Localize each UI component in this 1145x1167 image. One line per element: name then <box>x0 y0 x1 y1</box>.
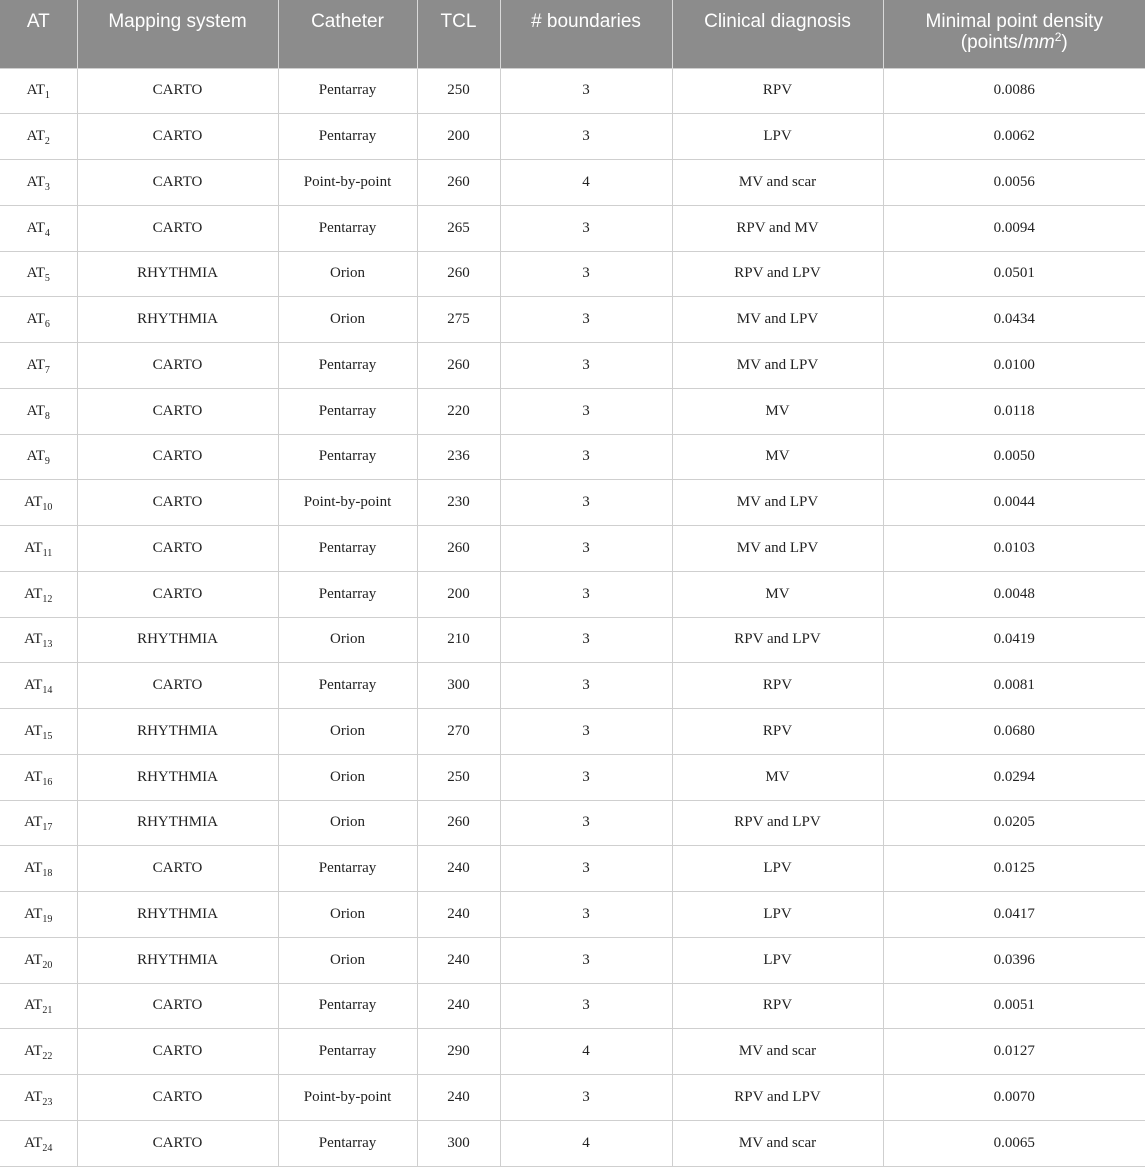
cell-tcl: 250 <box>417 754 500 800</box>
cell-catheter: Orion <box>278 617 417 663</box>
cell-catheter: Orion <box>278 800 417 846</box>
cell-at-index: 6 <box>44 319 50 331</box>
cell-mapping-system: CARTO <box>77 205 278 251</box>
cell-point-density: 0.0417 <box>883 892 1145 938</box>
cell-at <box>0 1029 77 1075</box>
cell-mapping-system: CARTO <box>77 571 278 617</box>
cell-boundaries: 3 <box>500 800 672 846</box>
table-row <box>0 251 1145 297</box>
cell-clinical-diagnosis: MV and scar <box>672 160 883 206</box>
header-catheter: Catheter <box>278 0 417 68</box>
cell-tcl: 240 <box>417 846 500 892</box>
table-row <box>0 160 1145 206</box>
cell-mapping-system: RHYTHMIA <box>77 937 278 983</box>
cell-catheter: Orion <box>278 754 417 800</box>
cell-at-label: AT <box>24 860 43 877</box>
cell-at <box>0 983 77 1029</box>
cell-at-label: AT <box>24 951 43 968</box>
cell-clinical-diagnosis: RPV <box>672 663 883 709</box>
cell-clinical-diagnosis: RPV and LPV <box>672 1075 883 1121</box>
cell-clinical-diagnosis: RPV and LPV <box>672 251 883 297</box>
cell-mapping-system: CARTO <box>77 68 278 114</box>
cell-at-index: 20 <box>42 959 53 971</box>
cell-at <box>0 205 77 251</box>
cell-at <box>0 937 77 983</box>
table-row <box>0 434 1145 480</box>
cell-at-index: 23 <box>42 1096 53 1108</box>
cell-point-density: 0.0062 <box>883 114 1145 160</box>
cell-at <box>0 343 77 389</box>
cell-mapping-system: RHYTHMIA <box>77 617 278 663</box>
header-boundaries: # boundaries <box>500 0 672 68</box>
table-row <box>0 297 1145 343</box>
cell-at-index: 7 <box>44 364 50 376</box>
cell-boundaries: 3 <box>500 709 672 755</box>
cell-tcl: 275 <box>417 297 500 343</box>
cell-clinical-diagnosis: MV <box>672 754 883 800</box>
cell-clinical-diagnosis: MV and LPV <box>672 297 883 343</box>
cell-boundaries: 3 <box>500 754 672 800</box>
cell-tcl: 260 <box>417 526 500 572</box>
cell-mapping-system: CARTO <box>77 388 278 434</box>
cell-catheter: Point-by-point <box>278 480 417 526</box>
cell-at <box>0 1075 77 1121</box>
cell-boundaries: 3 <box>500 388 672 434</box>
cell-boundaries: 3 <box>500 480 672 526</box>
cell-clinical-diagnosis: LPV <box>672 937 883 983</box>
cell-point-density: 0.0070 <box>883 1075 1145 1121</box>
cell-tcl: 270 <box>417 709 500 755</box>
cell-boundaries: 3 <box>500 526 672 572</box>
cell-catheter: Orion <box>278 937 417 983</box>
cell-point-density: 0.0396 <box>883 937 1145 983</box>
cell-at-index: 9 <box>44 456 50 468</box>
cell-at <box>0 526 77 572</box>
cell-point-density: 0.0205 <box>883 800 1145 846</box>
cell-at-index: 13 <box>42 639 53 651</box>
table-body <box>0 68 1145 1166</box>
cell-point-density: 0.0065 <box>883 1120 1145 1166</box>
table-row <box>0 1075 1145 1121</box>
table-row <box>0 663 1145 709</box>
cell-clinical-diagnosis: RPV <box>672 68 883 114</box>
cell-boundaries: 3 <box>500 663 672 709</box>
cell-mapping-system: CARTO <box>77 480 278 526</box>
cell-boundaries: 3 <box>500 846 672 892</box>
cell-point-density: 0.0100 <box>883 343 1145 389</box>
cell-mapping-system: CARTO <box>77 1029 278 1075</box>
table-row <box>0 114 1145 160</box>
cell-mapping-system: RHYTHMIA <box>77 251 278 297</box>
cell-at <box>0 892 77 938</box>
table-row <box>0 480 1145 526</box>
cell-at-index: 8 <box>44 410 50 422</box>
cell-catheter: Pentarray <box>278 434 417 480</box>
table-row <box>0 388 1145 434</box>
cell-tcl: 240 <box>417 1075 500 1121</box>
cell-tcl: 260 <box>417 251 500 297</box>
cell-at-index: 3 <box>44 181 50 193</box>
cell-at-index: 18 <box>42 868 53 880</box>
table-row <box>0 617 1145 663</box>
table-row <box>0 68 1145 114</box>
cell-at <box>0 251 77 297</box>
cell-catheter: Pentarray <box>278 846 417 892</box>
table-row <box>0 343 1145 389</box>
cell-clinical-diagnosis: RPV <box>672 709 883 755</box>
header-density-title: Minimal point density <box>925 11 1103 32</box>
cell-clinical-diagnosis: RPV and LPV <box>672 617 883 663</box>
cell-tcl: 236 <box>417 434 500 480</box>
cell-tcl: 240 <box>417 983 500 1029</box>
cell-boundaries: 3 <box>500 983 672 1029</box>
cell-catheter: Orion <box>278 709 417 755</box>
cell-mapping-system: CARTO <box>77 526 278 572</box>
cell-at <box>0 800 77 846</box>
cell-at-index: 22 <box>42 1051 53 1063</box>
cell-at-index: 2 <box>44 136 50 148</box>
table-row <box>0 983 1145 1029</box>
cell-at-label: AT <box>24 997 43 1014</box>
table-header <box>0 0 1145 68</box>
cell-clinical-diagnosis: MV <box>672 434 883 480</box>
cell-at-index: 12 <box>42 593 53 605</box>
cell-at-label: AT <box>24 631 43 648</box>
cell-clinical-diagnosis: LPV <box>672 114 883 160</box>
cell-mapping-system: CARTO <box>77 663 278 709</box>
table-row <box>0 205 1145 251</box>
cell-at-label: AT <box>24 722 43 739</box>
cell-at-label: AT <box>26 356 45 373</box>
cell-clinical-diagnosis: LPV <box>672 892 883 938</box>
cell-clinical-diagnosis: RPV <box>672 983 883 1029</box>
cell-tcl: 260 <box>417 800 500 846</box>
cell-mapping-system: CARTO <box>77 434 278 480</box>
cell-clinical-diagnosis: RPV and LPV <box>672 800 883 846</box>
cell-at-label: AT <box>24 1134 43 1151</box>
cell-at-label: AT <box>26 265 45 282</box>
cell-point-density: 0.0094 <box>883 205 1145 251</box>
cell-clinical-diagnosis: MV and LPV <box>672 526 883 572</box>
cell-at-label: AT <box>24 905 43 922</box>
cell-at-label: AT <box>24 585 43 602</box>
cell-at-label: AT <box>24 494 43 511</box>
cell-point-density: 0.0118 <box>883 388 1145 434</box>
cell-boundaries: 3 <box>500 937 672 983</box>
cell-point-density: 0.0056 <box>883 160 1145 206</box>
cell-boundaries: 4 <box>500 1029 672 1075</box>
header-mapping-system: Mapping system <box>77 0 278 68</box>
cell-at-label: AT <box>26 82 45 99</box>
header-density-unit: $(points/mm^2)$ <box>960 30 1068 53</box>
cell-at-label: AT <box>24 1043 43 1060</box>
cell-boundaries: 4 <box>500 160 672 206</box>
cell-at-index: 4 <box>44 227 50 239</box>
header-clinical-diagnosis: Clinical diagnosis <box>672 0 883 68</box>
table-row <box>0 892 1145 938</box>
table-row <box>0 1029 1145 1075</box>
cell-at-index: 11 <box>42 547 53 559</box>
cell-tcl: 260 <box>417 160 500 206</box>
cell-at-label: AT <box>24 677 43 694</box>
cell-mapping-system: CARTO <box>77 114 278 160</box>
cell-at-label: AT <box>26 402 45 419</box>
cell-point-density: 0.0125 <box>883 846 1145 892</box>
table-row <box>0 571 1145 617</box>
cell-at-label: AT <box>26 219 45 236</box>
cell-at <box>0 160 77 206</box>
cell-boundaries: 3 <box>500 205 672 251</box>
cell-clinical-diagnosis: MV <box>672 388 883 434</box>
cell-clinical-diagnosis: LPV <box>672 846 883 892</box>
cell-at <box>0 114 77 160</box>
cell-mapping-system: CARTO <box>77 846 278 892</box>
cell-tcl: 265 <box>417 205 500 251</box>
cell-tcl: 250 <box>417 68 500 114</box>
cell-point-density: 0.0419 <box>883 617 1145 663</box>
header-minimal-point-density <box>883 0 1145 68</box>
cell-tcl: 290 <box>417 1029 500 1075</box>
cell-mapping-system: CARTO <box>77 983 278 1029</box>
cell-at-index: 16 <box>42 776 53 788</box>
cell-catheter: Pentarray <box>278 388 417 434</box>
cell-catheter: Orion <box>278 297 417 343</box>
cell-at-index: 24 <box>42 1142 53 1154</box>
cell-point-density: 0.0294 <box>883 754 1145 800</box>
table-row <box>0 800 1145 846</box>
cell-point-density: 0.0501 <box>883 251 1145 297</box>
cell-point-density: 0.0048 <box>883 571 1145 617</box>
cell-boundaries: 3 <box>500 434 672 480</box>
cell-at-index: 14 <box>42 685 53 697</box>
cell-boundaries: 3 <box>500 1075 672 1121</box>
cell-mapping-system: CARTO <box>77 1120 278 1166</box>
cell-catheter: Pentarray <box>278 571 417 617</box>
cell-at-label: AT <box>26 448 45 465</box>
cell-mapping-system: RHYTHMIA <box>77 297 278 343</box>
header-at: AT <box>0 0 77 68</box>
cell-boundaries: 3 <box>500 892 672 938</box>
cell-boundaries: 3 <box>500 251 672 297</box>
header-tcl: TCL <box>417 0 500 68</box>
cell-point-density: 0.0086 <box>883 68 1145 114</box>
table-row <box>0 526 1145 572</box>
cell-at <box>0 846 77 892</box>
cell-clinical-diagnosis: MV and LPV <box>672 480 883 526</box>
cell-at-label: AT <box>24 1088 43 1105</box>
cell-mapping-system: CARTO <box>77 1075 278 1121</box>
cell-clinical-diagnosis: RPV and MV <box>672 205 883 251</box>
cell-boundaries: 3 <box>500 297 672 343</box>
header-row <box>0 0 1145 68</box>
cell-tcl: 240 <box>417 937 500 983</box>
cell-boundaries: 3 <box>500 114 672 160</box>
cell-catheter: Point-by-point <box>278 1075 417 1121</box>
cell-tcl: 200 <box>417 114 500 160</box>
cell-at <box>0 297 77 343</box>
cell-at-index: 19 <box>42 913 53 925</box>
cell-at <box>0 709 77 755</box>
cell-at-label: AT <box>26 128 45 145</box>
cell-at-label: AT <box>24 768 43 785</box>
cell-catheter: Orion <box>278 251 417 297</box>
cell-point-density: 0.0044 <box>883 480 1145 526</box>
cell-catheter: Pentarray <box>278 68 417 114</box>
table-row <box>0 709 1145 755</box>
cell-catheter: Orion <box>278 892 417 938</box>
cell-catheter: Pentarray <box>278 1029 417 1075</box>
table-row <box>0 754 1145 800</box>
cell-catheter: Pentarray <box>278 983 417 1029</box>
cell-clinical-diagnosis: MV and scar <box>672 1029 883 1075</box>
cell-tcl: 300 <box>417 1120 500 1166</box>
cell-point-density: 0.0081 <box>883 663 1145 709</box>
cell-at <box>0 754 77 800</box>
cell-mapping-system: RHYTHMIA <box>77 892 278 938</box>
cell-mapping-system: CARTO <box>77 343 278 389</box>
cell-at-label: AT <box>24 814 43 831</box>
cell-point-density: 0.0434 <box>883 297 1145 343</box>
table-row <box>0 1120 1145 1166</box>
cell-at <box>0 434 77 480</box>
cell-at-index: 15 <box>42 730 53 742</box>
cell-boundaries: 4 <box>500 1120 672 1166</box>
cell-clinical-diagnosis: MV and scar <box>672 1120 883 1166</box>
cell-catheter: Pentarray <box>278 114 417 160</box>
cell-at <box>0 571 77 617</box>
cell-mapping-system: RHYTHMIA <box>77 754 278 800</box>
cell-catheter: Pentarray <box>278 663 417 709</box>
cell-tcl: 240 <box>417 892 500 938</box>
cell-at-label: AT <box>26 173 45 190</box>
table-row <box>0 937 1145 983</box>
cell-at-label: AT <box>24 539 43 556</box>
cell-at <box>0 388 77 434</box>
cell-at-index: 10 <box>42 502 53 514</box>
cell-point-density: 0.0051 <box>883 983 1145 1029</box>
cell-at-index: 17 <box>42 822 53 834</box>
cell-tcl: 260 <box>417 343 500 389</box>
cell-mapping-system: CARTO <box>77 160 278 206</box>
cell-catheter: Point-by-point <box>278 160 417 206</box>
cell-mapping-system: RHYTHMIA <box>77 800 278 846</box>
cell-point-density: 0.0680 <box>883 709 1145 755</box>
cell-tcl: 300 <box>417 663 500 709</box>
cell-boundaries: 3 <box>500 343 672 389</box>
cell-tcl: 210 <box>417 617 500 663</box>
cell-clinical-diagnosis: MV and LPV <box>672 343 883 389</box>
cell-at-index: 5 <box>44 273 50 285</box>
cell-point-density: 0.0050 <box>883 434 1145 480</box>
cell-point-density: 0.0127 <box>883 1029 1145 1075</box>
cell-catheter: Pentarray <box>278 1120 417 1166</box>
cell-catheter: Pentarray <box>278 205 417 251</box>
cell-at <box>0 663 77 709</box>
cell-catheter: Pentarray <box>278 343 417 389</box>
cell-boundaries: 3 <box>500 617 672 663</box>
cell-mapping-system: RHYTHMIA <box>77 709 278 755</box>
table-row <box>0 846 1145 892</box>
cell-at <box>0 480 77 526</box>
cell-at <box>0 68 77 114</box>
cell-at-label: AT <box>26 311 45 328</box>
cell-catheter: Pentarray <box>278 526 417 572</box>
cell-tcl: 200 <box>417 571 500 617</box>
cell-at <box>0 1120 77 1166</box>
cell-tcl: 230 <box>417 480 500 526</box>
cell-at <box>0 617 77 663</box>
cell-at-index: 21 <box>42 1005 53 1017</box>
cell-at-index: 1 <box>44 90 50 102</box>
cell-clinical-diagnosis: MV <box>672 571 883 617</box>
cell-boundaries: 3 <box>500 68 672 114</box>
cell-point-density: 0.0103 <box>883 526 1145 572</box>
cell-tcl: 220 <box>417 388 500 434</box>
cell-boundaries: 3 <box>500 571 672 617</box>
